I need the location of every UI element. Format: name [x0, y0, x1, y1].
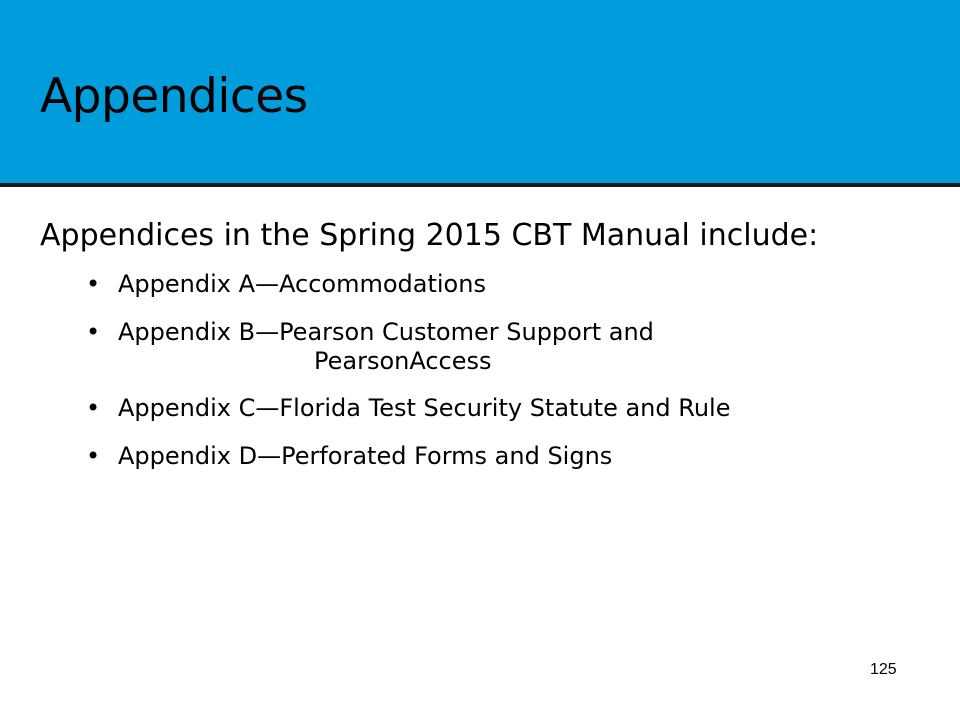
appendix-list — [86, 270, 731, 471]
list-item-text: Appendix A—Accommodations — [118, 270, 486, 298]
slide-title: Appendices — [40, 69, 308, 124]
list-item-appendix-d — [86, 442, 731, 471]
bullet-icon: • — [86, 317, 101, 346]
list-item-appendix-a — [86, 270, 731, 299]
bullet-icon: • — [86, 442, 101, 471]
bullet-icon: • — [86, 270, 101, 298]
title-divider — [0, 183, 960, 187]
list-item-continuation: PearsonAccess — [314, 346, 492, 375]
intro-text: Appendices in the Spring 2015 CBT Manual include: — [40, 218, 819, 253]
page-number: 125 — [870, 661, 897, 678]
list-item-appendix-b — [86, 318, 731, 376]
list-item-appendix-c — [86, 394, 731, 423]
list-item-text: Appendix D—Perforated Forms and Signs — [118, 442, 613, 471]
bullet-icon: • — [86, 394, 101, 423]
list-item-text: Appendix C—Florida Test Security Statute and Rule — [118, 394, 731, 423]
list-item-text: Appendix B—Pearson Customer Support and — [118, 317, 654, 346]
title-banner — [0, 0, 960, 183]
